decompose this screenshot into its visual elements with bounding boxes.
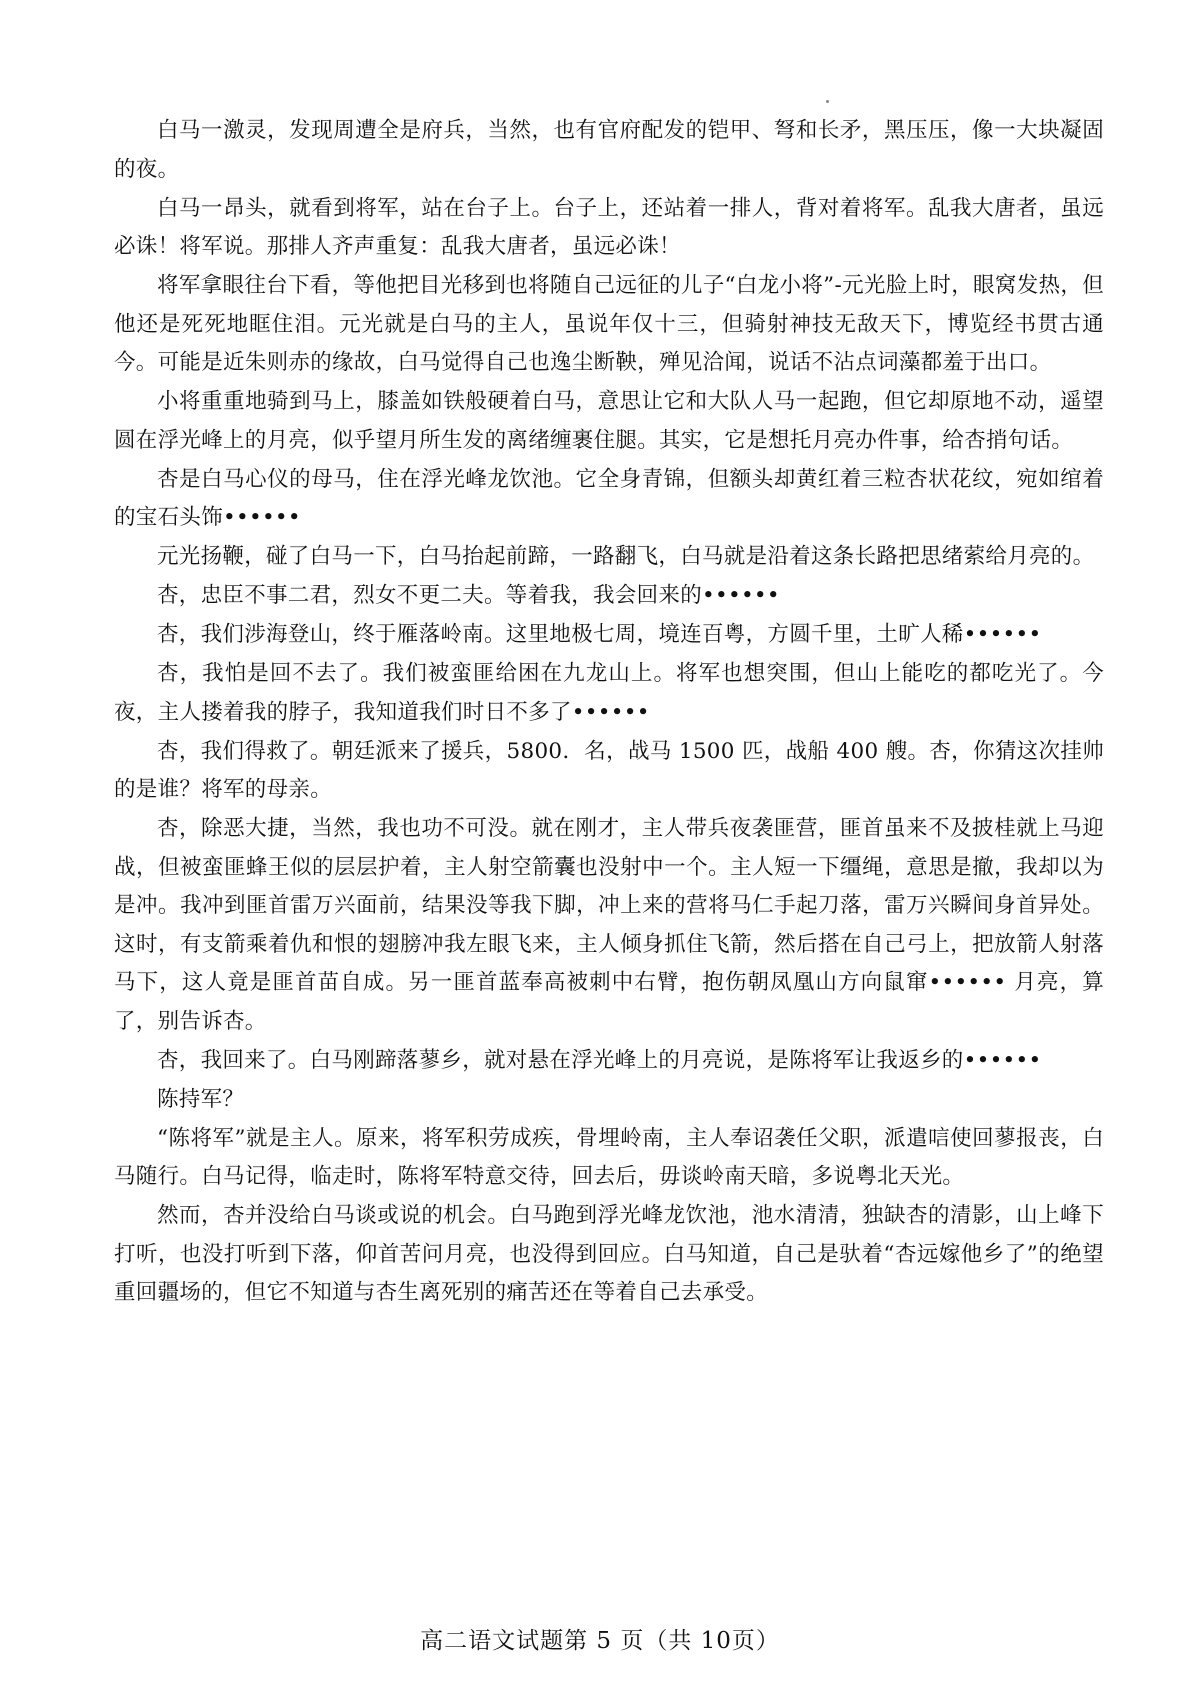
paragraph: 白马一昂头，就看到将军，站在台子上。台子上，还站着一排人，背对着将军。乱我大唐者，虽远必诛！将军说。那排人齐声重复：乱我大唐者，虽远必诛！ <box>114 195 1104 259</box>
paragraph: 杏是白马心仪的母马，住在浮光峰龙饮池。它全身青锦，但额头却黄红着三粒杏状花纹，宛如绾着的宝石头饰•••••• <box>114 466 1104 530</box>
paragraph: 杏，我们得救了。朝廷派来了援兵，5800．名，战马 1500 匹，战船 400 艘。杏，你猜这次挂帅的是谁？将军的母亲。 <box>114 738 1104 802</box>
paragraph: 杏，忠臣不事二君，烈女不更二夫。等着我，我会回来的•••••• <box>157 583 780 608</box>
scan-dot <box>826 100 829 103</box>
story-text <box>114 112 1104 1313</box>
paragraph: 元光扬鞭，碰了白马一下，白马抬起前蹄，一路翻飞，白马就是沿着这条长路把思绪萦给月亮的。 <box>157 544 1095 569</box>
paragraph: 陈持军？ <box>157 1086 245 1112</box>
paragraph: 杏，我们涉海登山，终于雁落岭南。这里地极七周，境连百粤，方圆千里，土旷人稀•••••• <box>157 622 1042 647</box>
paragraph: 小将重重地骑到马上，膝盖如铁般硬着白马，意思让它和大队人马一起跑，但它却原地不动，遥望圆在浮光峰上的月亮，似乎望月所生发的离绪缠裹住腿。其实，它是想托月亮办件事，给杏捎句话。 <box>114 389 1104 453</box>
page-footer: 高二语文试题第 5 页（共 10页） <box>420 1628 780 1654</box>
paragraph: 杏，我怕是回不去了。我们被蛮匪给困在九龙山上。将军也想突围，但山上能吃的都吃光了。今夜，主人搂着我的脖子，我知道我们时日不多了•••••• <box>114 661 1104 725</box>
paragraph: 白马一激灵，发现周遭全是府兵，当然，也有官府配发的铠甲、弩和长矛，黑压压，像一大块凝固的夜。 <box>114 118 1104 182</box>
paragraph: “陈将军”就是主人。原来，将军积劳成疾，骨埋岭南，主人奉诏袭任父职，派遣唁使回蓼报丧，白马随行。白马记得，临走时，陈将军特意交待，回去后，毋谈岭南天暗，多说粤北天光。 <box>114 1125 1104 1189</box>
paragraph: 然而，杏并没给白马谈或说的机会。白马跑到浮光峰龙饮池，池水清清，独缺杏的清影，山上峰下打听，也没打听到下落，仰首苦问月亮，也没得到回应。白马知道，自己是驮着“杏远嫁他乡了”的绝望重回疆场的，但它不知道与杏生离死别的痛苦还在等着自己去承受。 <box>114 1203 1104 1305</box>
paragraph: 杏，我回来了。白马刚蹄落蓼乡，就对悬在浮光峰上的月亮说，是陈将军让我返乡的•••••• <box>157 1047 1042 1073</box>
paragraph: 将军拿眼往台下看，等他把目光移到也将随自己远征的儿子“白龙小将”-元光脸上时，眼窝发热，但他还是死死地眶住泪。元光就是白马的主人，虽说年仅十三，但骑射神技无敌天下，博览经书贯古通今。可能是近朱则赤的缘故，白马觉得自己也逸尘断鞅，殚见洽闻，说话不沾点词藻都羞于出口。 <box>114 273 1104 375</box>
paragraph: 杏，除恶大捷，当然，我也功不可没。就在刚才，主人带兵夜袭匪营，匪首虽来不及披桂就上马迎战，但被蛮匪蜂王似的层层护着，主人射空箭囊也没射中一个。主人短一下缰绳，意思是撤，我却以为是冲。我冲到匪首雷万兴面前，结果没等我下脚，冲上来的营将马仁手起刀落，雷万兴瞬间身首异处。这时，有支箭乘着仇和恨的翅膀冲我左眼飞来，主人倾身抓住飞箭，然后搭在自己弓上，把放箭人射落马下，这人竟是匪首苗自成。另一匪首蓝奉高被刺中右臂，抱伤朝凤凰山方向鼠窜•••••• 月亮，算了，别告诉杏。 <box>114 816 1104 1034</box>
